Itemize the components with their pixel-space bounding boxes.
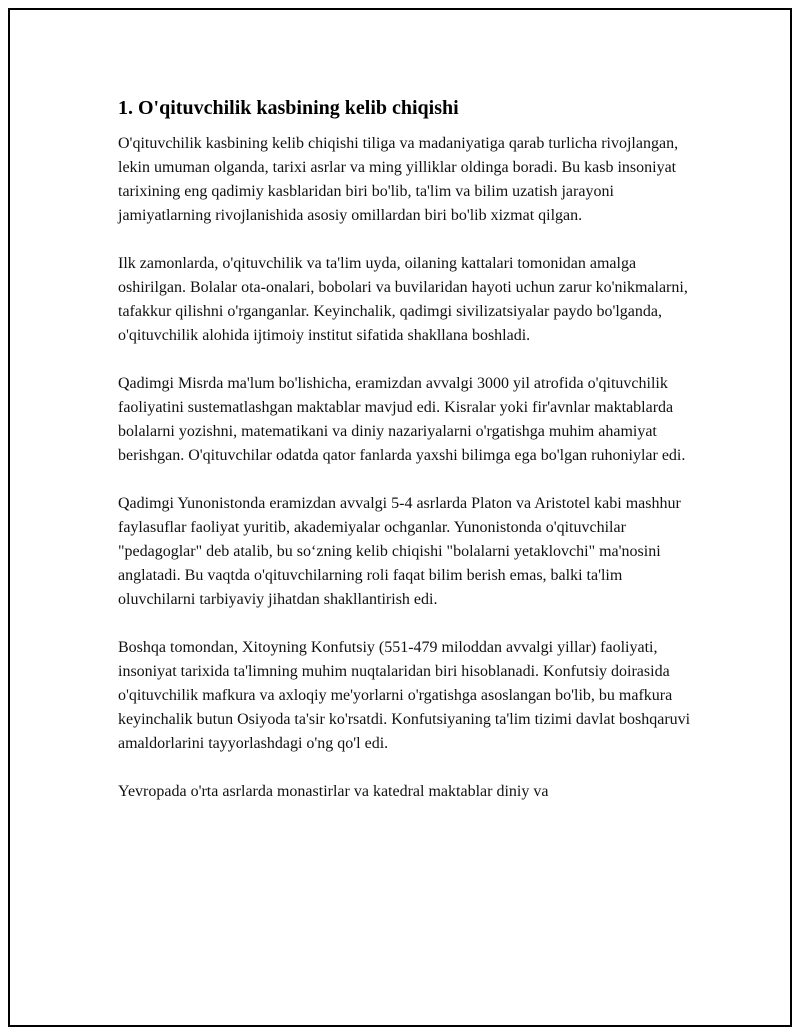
paragraph-medieval-europe: Yevropada o'rta asrlarda monastirlar va katedral maktablar diniy va [118,783,549,800]
paragraph-ancient-greece: Qadimgi Yunonistonda eramizdan avvalgi 5-4 asrlarda Platon va Aristotel kabi mashhur faylasuflar faoliyat yuritib, akademiyalar ochganlar. Yunonistonda o'qituvchilar "pedagoglar" deb atalib, bu so‘zning kelib chiqishi "bolalarni yetaklovchi" ma'nosini anglatadi. Bu vaqtda o'qituvchilarning roli faqat bilim berish emas, balki ta'lim oluvchilarni tarbiyaviy jihatdan shakllantirish edi. [118,495,681,608]
paragraph-confucius: Boshqa tomondan, Xitoyning Konfutsiy (551-479 miloddan avvalgi yillar) faoliyati, insoniyat tarixida ta'limning muhim nuqtalaridan biri hisoblanadi. Konfutsiy doirasida o'qituvchilik mafkura va axloqiy me'yorlarni o'rgatishga asoslangan bo'lib, bu mafkura keyinchalik butun Osiyoda ta'sir ko'rsatdi. Konfutsiyaning ta'lim tizimi davlat boshqaruvi amaldorlarini tayyorlashdagi o'ng qo'l edi. [118,639,691,752]
paragraph-early-times: Ilk zamonlarda, o'qituvchilik va ta'lim uyda, oilaning kattalari tomonidan amalga oshirilgan. Bolalar ota-onalari, bobolari va buvilaridan hayoti uchun zarur ko'nikmalarni, tafakkur qilishni o'rganganlar. Keyinchalik, qadimgi sivilizatsiyalar paydo bo'lganda, o'qituvchilik alohida ijtimoiy institut sifatida shakllana boshladi. [118,255,688,344]
document-body [118,95,693,828]
paragraph-ancient-egypt: Qadimgi Misrda ma'lum bo'lishicha, eramizdan avvalgi 3000 yil atrofida o'qituvchilik faoliyatini sustematlashgan maktablar mavjud edi. Kisralar yoki fir'avnlar maktablarda bolalarni yozishni, matematikani va diniy nazariyalarni o'rgatishga muhim ahamiyat berishgan. O'qituvchilar odatda qator fanlarda yaxshi bilimga ega bo'lgan ruhoniylar edi. [118,375,686,464]
section-heading: 1. O'qituvchilik kasbining kelib chiqishi [118,97,459,119]
paragraph-origins: O'qituvchilik kasbining kelib chiqishi tiliga va madaniyatiga qarab turlicha rivojlangan, lekin umuman olganda, tarixi asrlar va ming yilliklar oldinga boradi. Bu kasb insoniyat tarixining eng qadimiy kasblaridan biri bo'lib, ta'lim va bilim uzatish jarayoni jamiyatlarning rivojlanishida asosiy omillardan biri bo'lib xizmat qilgan. [118,135,679,224]
